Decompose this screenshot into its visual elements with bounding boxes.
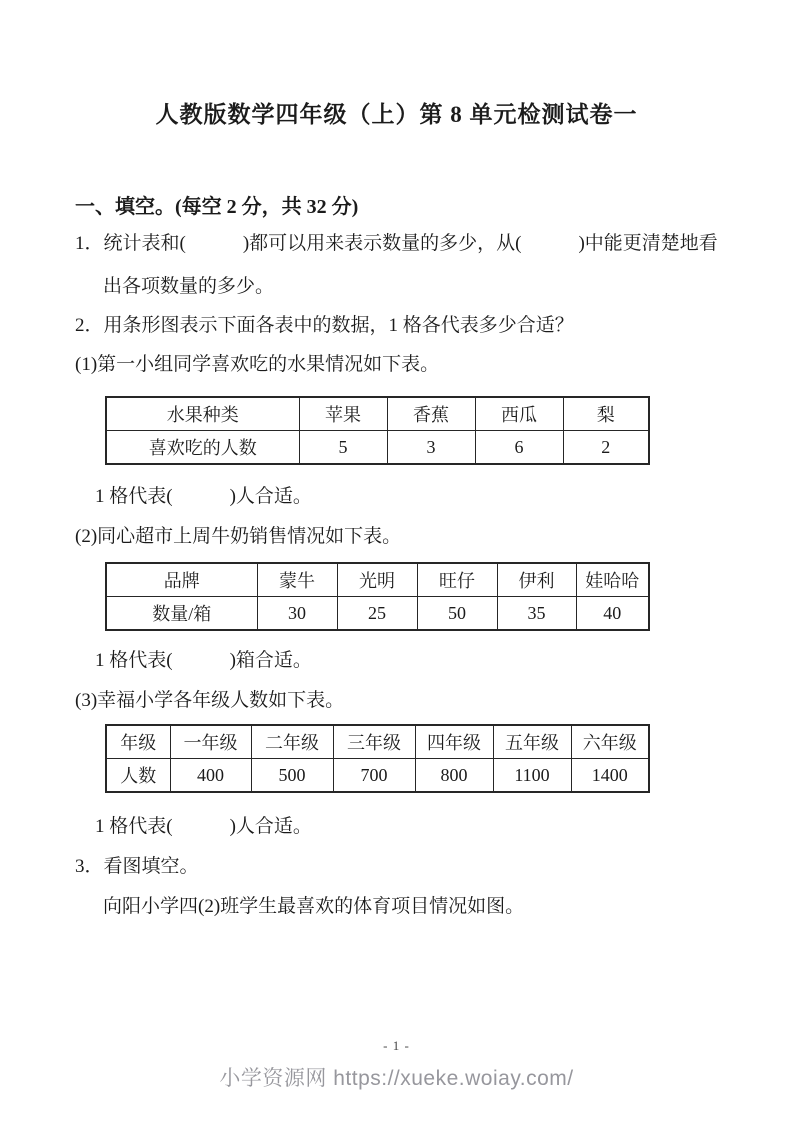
table-cell: 35: [497, 597, 576, 631]
fruit-preference-table: [105, 396, 650, 465]
table-row: [106, 597, 649, 631]
question-2-blank-1: 1 格代表( )人合适。: [95, 486, 312, 507]
table-cell: 1100: [493, 759, 571, 793]
question-1-line-2: 出各项数量的多少。: [103, 276, 275, 297]
table-cell: 光明: [337, 563, 417, 597]
question-1-line-1: 1．统计表和( )都可以用来表示数量的多少，从( )中能更清楚地看: [75, 233, 718, 254]
table-cell: 苹果: [299, 397, 387, 431]
table-cell: 喜欢吃的人数: [106, 431, 299, 465]
table-cell: 蒙牛: [257, 563, 337, 597]
table-cell: 6: [475, 431, 563, 465]
question-3: 3．看图填空。: [75, 856, 199, 877]
table-cell: 2: [563, 431, 649, 465]
table-cell: 三年级: [333, 725, 415, 759]
question-3-description: 向阳小学四(2)班学生最喜欢的体育项目情况如图。: [103, 896, 525, 917]
table-cell: 25: [337, 597, 417, 631]
table-cell: 800: [415, 759, 493, 793]
table-cell: 500: [251, 759, 333, 793]
table-cell: 年级: [106, 725, 170, 759]
question-2-sub-2: (2)同心超市上周牛奶销售情况如下表。: [75, 526, 402, 547]
table-cell: 西瓜: [475, 397, 563, 431]
grade-population-table: [105, 724, 650, 793]
table-cell: 40: [576, 597, 649, 631]
question-2-blank-3: 1 格代表( )人合适。: [95, 816, 312, 837]
table-row: [106, 431, 649, 465]
table-row: [106, 759, 649, 793]
table-cell: 400: [170, 759, 251, 793]
milk-sales-table: [105, 562, 650, 631]
table-cell: 3: [387, 431, 475, 465]
table-cell: 六年级: [571, 725, 649, 759]
question-2-sub-1: (1)第一小组同学喜欢吃的水果情况如下表。: [75, 354, 440, 375]
question-2-sub-3: (3)幸福小学各年级人数如下表。: [75, 690, 345, 711]
table-cell: 梨: [563, 397, 649, 431]
table-cell: 50: [417, 597, 497, 631]
table-cell: 伊利: [497, 563, 576, 597]
table-cell: 旺仔: [417, 563, 497, 597]
table-cell: 人数: [106, 759, 170, 793]
table-row: [106, 397, 649, 431]
question-2-blank-2: 1 格代表( )箱合适。: [95, 650, 312, 671]
table-row: [106, 563, 649, 597]
table-cell: 品牌: [106, 563, 257, 597]
page-number: - 1 -: [383, 1038, 410, 1053]
table-cell: 700: [333, 759, 415, 793]
table-cell: 二年级: [251, 725, 333, 759]
section-1-heading: 一、填空。(每空 2 分，共 32 分): [75, 196, 359, 218]
footer-site-url: 小学资源网 https://xueke.woiay.com/: [219, 1067, 574, 1090]
table-cell: 30: [257, 597, 337, 631]
table-cell: 数量/箱: [106, 597, 257, 631]
table-cell: 水果种类: [106, 397, 299, 431]
table-cell: 五年级: [493, 725, 571, 759]
table-cell: 1400: [571, 759, 649, 793]
table-cell: 5: [299, 431, 387, 465]
table-cell: 香蕉: [387, 397, 475, 431]
table-cell: 四年级: [415, 725, 493, 759]
page-title: 人教版数学四年级（上）第 8 单元检测试卷一: [155, 102, 638, 127]
table-cell: 娃哈哈: [576, 563, 649, 597]
question-2: 2．用条形图表示下面各表中的数据，1 格各代表多少合适？: [75, 315, 574, 336]
table-cell: 一年级: [170, 725, 251, 759]
table-row: [106, 725, 649, 759]
